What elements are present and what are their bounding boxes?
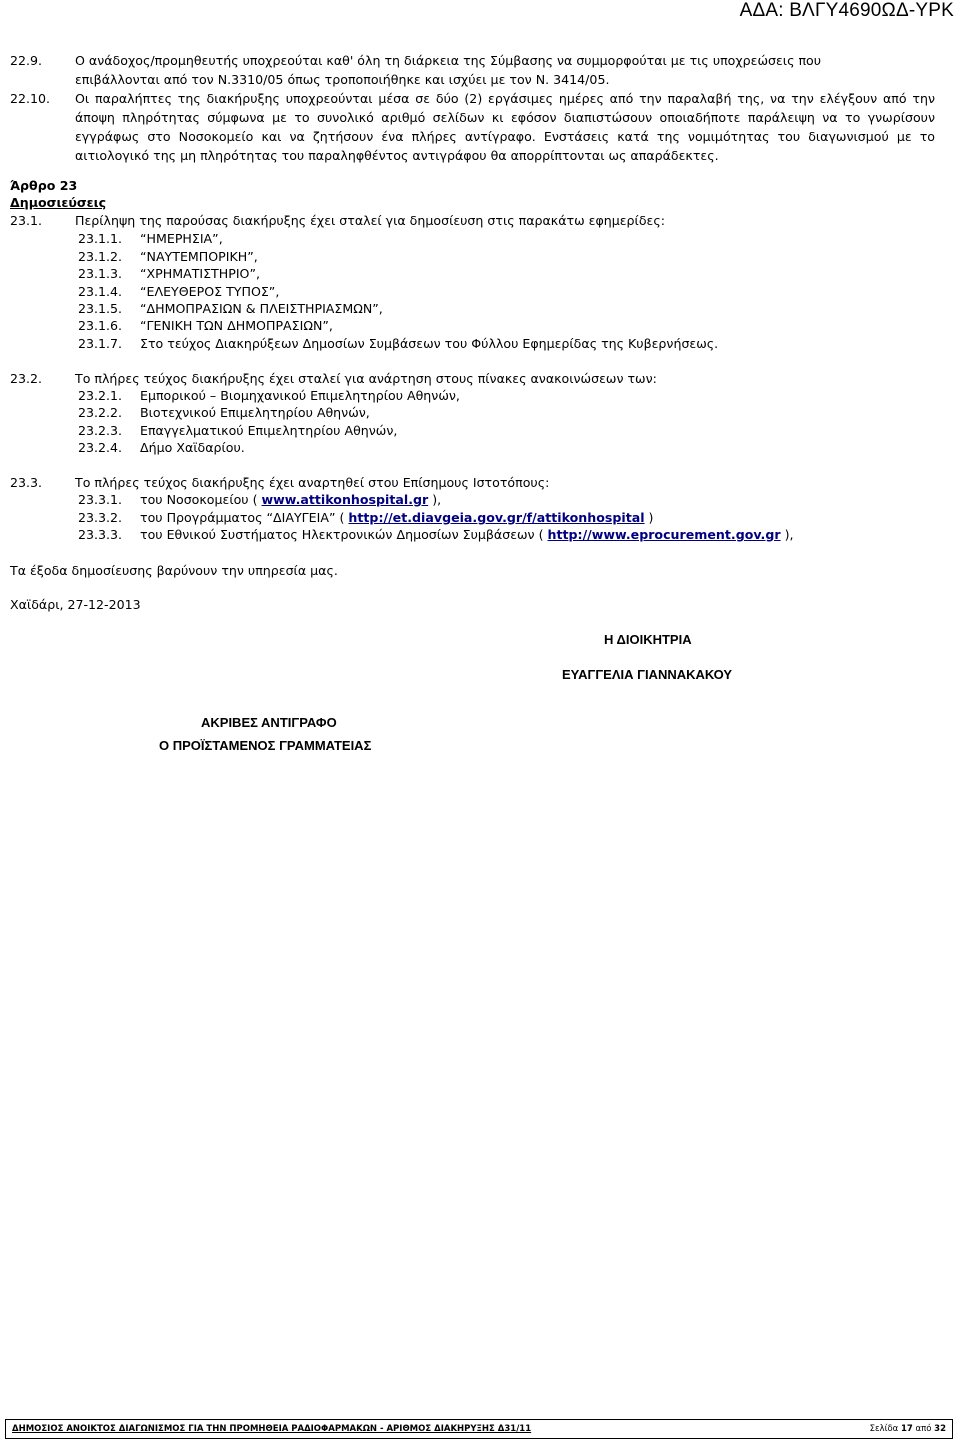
list-item-text: Δήμο Χαϊδαρίου. — [140, 440, 245, 455]
footer-page-prefix: Σελίδα — [869, 1424, 901, 1434]
list-item-text — [140, 526, 793, 543]
footer-page-number: 17 — [900, 1424, 913, 1434]
signatory-role: Η ΔΙΟΙΚΗΤΡΙΑ — [604, 632, 692, 647]
clause-number: 22.10. — [10, 91, 51, 106]
section-number: 23.1. — [10, 213, 43, 228]
list-item-number: 23.1.1. — [78, 231, 123, 246]
secretariat-head-label: Ο ΠΡΟΪΣΤΑΜΕΝΟΣ ΓΡΑΜΜΑΤΕΙΑΣ — [159, 738, 372, 753]
link-suffix: ), — [428, 492, 442, 507]
place-date: Χαϊδάρι, 27-12-2013 — [10, 597, 141, 612]
list-item-number: 23.1.6. — [78, 318, 123, 333]
section-text: Το πλήρες τεύχος διακήρυξης έχει αναρτηθεί στου Επίσημους Ιστοτόπους: — [75, 475, 550, 490]
footer-page-total: 32 — [934, 1424, 946, 1434]
link-prefix: του Προγράμματος “ΔΙΑΥΓΕΙΑ” ( — [140, 510, 349, 525]
list-item-number: 23.1.2. — [78, 249, 123, 264]
list-item-text: Επαγγελματικού Επιμελητηρίου Αθηνών, — [140, 423, 398, 438]
signatory-name: ΕΥΑΓΓΕΛΙΑ ΓΙΑΝΝΑΚΑΚΟΥ — [562, 667, 733, 682]
list-item-number: 23.2.4. — [78, 440, 123, 455]
link-suffix: ), — [780, 527, 794, 542]
list-item-text: “ΧΡΗΜΑΤΙΣΤΗΡΙΟ”, — [140, 266, 260, 281]
link-prefix: του Νοσοκομείου ( — [140, 492, 262, 507]
clause-number: 22.9. — [10, 53, 43, 68]
list-item-text: Στο τεύχος Διακηρύξεων Δημοσίων Συμβάσεων του Φύλλου Εφημερίδας της Κυβερνήσεως. — [140, 336, 719, 351]
link-prefix: του Εθνικού Συστήματος Ηλεκτρονικών Δημοσίων Συμβάσεων ( — [140, 527, 548, 542]
list-item-text: Βιοτεχνικού Επιμελητηρίου Αθηνών, — [140, 405, 370, 420]
list-item-text: “ΝΑΥΤΕΜΠΟΡΙΚΗ”, — [140, 249, 258, 264]
list-item-number: 23.1.4. — [78, 284, 123, 299]
list-item-number: 23.2.3. — [78, 423, 123, 438]
section-text: Περίληψη της παρούσας διακήρυξης έχει σταλεί για δημοσίευση στις παρακάτω εφημερίδες: — [75, 213, 665, 228]
list-item-number: 23.3.1. — [78, 492, 123, 507]
footer-page-of: από — [912, 1424, 935, 1434]
list-item-text: Εμπορικού – Βιομηχανικού Επιμελητηρίου Αθηνών, — [140, 388, 460, 403]
list-item-number: 23.2.1. — [78, 388, 123, 403]
footer-tender-title: ΔΗΜΟΣΙΟΣ ΑΝΟΙΚΤΟΣ ΔΙΑΓΩΝΙΣΜΟΣ ΓΙΑ ΤΗΝ ΠΡΟΜΗΘΕΙΑ ΡΑΔΙΟΦΑΡΜΑΚΩΝ - ΑΡΙΘΜΟΣ ΔΙΑΚΗΡΥΞΗΣ Δ31/11 — [12, 1424, 532, 1434]
page-footer — [5, 1419, 953, 1439]
list-item-text: “ΕΛΕΥΘΕΡΟΣ ΤΥΠΟΣ”, — [140, 284, 280, 299]
list-item-text: “ΗΜΕΡΗΣΙΑ”, — [140, 231, 223, 246]
article-title: Άρθρο 23 — [10, 178, 78, 193]
list-item-number: 23.3.3. — [78, 527, 123, 542]
list-item-text — [140, 509, 653, 526]
list-item-number: 23.1.3. — [78, 266, 123, 281]
list-item-text: “ΓΕΝΙΚΗ ΤΩΝ ΔΗΜΟΠΡΑΣΙΩΝ”, — [140, 318, 333, 333]
footer-page-counter — [870, 1420, 946, 1438]
list-item-text — [140, 491, 441, 508]
clause-text-line: Ο ανάδοχος/προμηθευτής υποχρεούται καθ' όλη τη διάρκεια της Σύμβασης να συμμορφούται με τις υποχρεώσεις που — [75, 53, 822, 68]
certified-copy-label: ΑΚΡΙΒΕΣ ΑΝΤΙΓΡΑΦΟ — [201, 715, 337, 730]
ada-code: ΑΔΑ: ΒΛΓΥ4690ΩΔ-ΥΡΚ — [739, 0, 954, 21]
section-number: 23.2. — [10, 371, 43, 386]
diavgeia-link[interactable]: http://et.diavgeia.gov.gr/f/attikonhospital — [348, 510, 645, 525]
link-suffix: ) — [644, 510, 654, 525]
list-item-number: 23.3.2. — [78, 510, 123, 525]
eprocurement-link[interactable]: http://www.eprocurement.gov.gr — [547, 527, 781, 542]
publication-costs-note: Τα έξοδα δημοσίευσης βαρύνουν την υπηρεσία μας. — [10, 563, 338, 578]
section-text: Το πλήρες τεύχος διακήρυξης έχει σταλεί για ανάρτηση στους πίνακες ανακοινώσεων των: — [75, 371, 657, 386]
list-item-number: 23.1.7. — [78, 336, 123, 351]
clause-paragraph: Οι παραλήπτες της διακήρυξης υποχρεούνται μέσα σε δύο (2) εργάσιμες ημέρες από την παραλαβή της, να την ελέγξουν από την άποψη πληρότητας σύμφωνα με το συνολικό αριθμό σελίδων κι εφόσον διαπιστώσουν οποιαδήποτε παράλειψη να το γνωρίσουν εγγράφως στο Νοσοκομείο και να ζητήσουν ένα πλήρες αντίγραφο. Ενστάσεις κατά της νομιμότητας του διαγωνισμού με το αιτιολογικό της μη πληρότητας του παραληφθέντος αντιγράφου θα απορρίπτονται ως απαράδεκτες. — [75, 91, 935, 163]
article-subtitle: Δημοσιεύσεις — [10, 195, 107, 210]
list-item-number: 23.1.5. — [78, 301, 123, 316]
list-item-number: 23.2.2. — [78, 405, 123, 420]
list-item-text: “ΔΗΜΟΠΡΑΣΙΩΝ & ΠΛΕΙΣΤΗΡΙΑΣΜΩΝ”, — [140, 301, 383, 316]
hospital-website-link[interactable]: www.attikonhospital.gr — [261, 492, 429, 507]
section-number: 23.3. — [10, 475, 43, 490]
clause-text-line: επιβάλλονται από τον Ν.3310/05 όπως τροποποιήθηκε και ισχύει με τον Ν. 3414/05. — [75, 72, 610, 87]
